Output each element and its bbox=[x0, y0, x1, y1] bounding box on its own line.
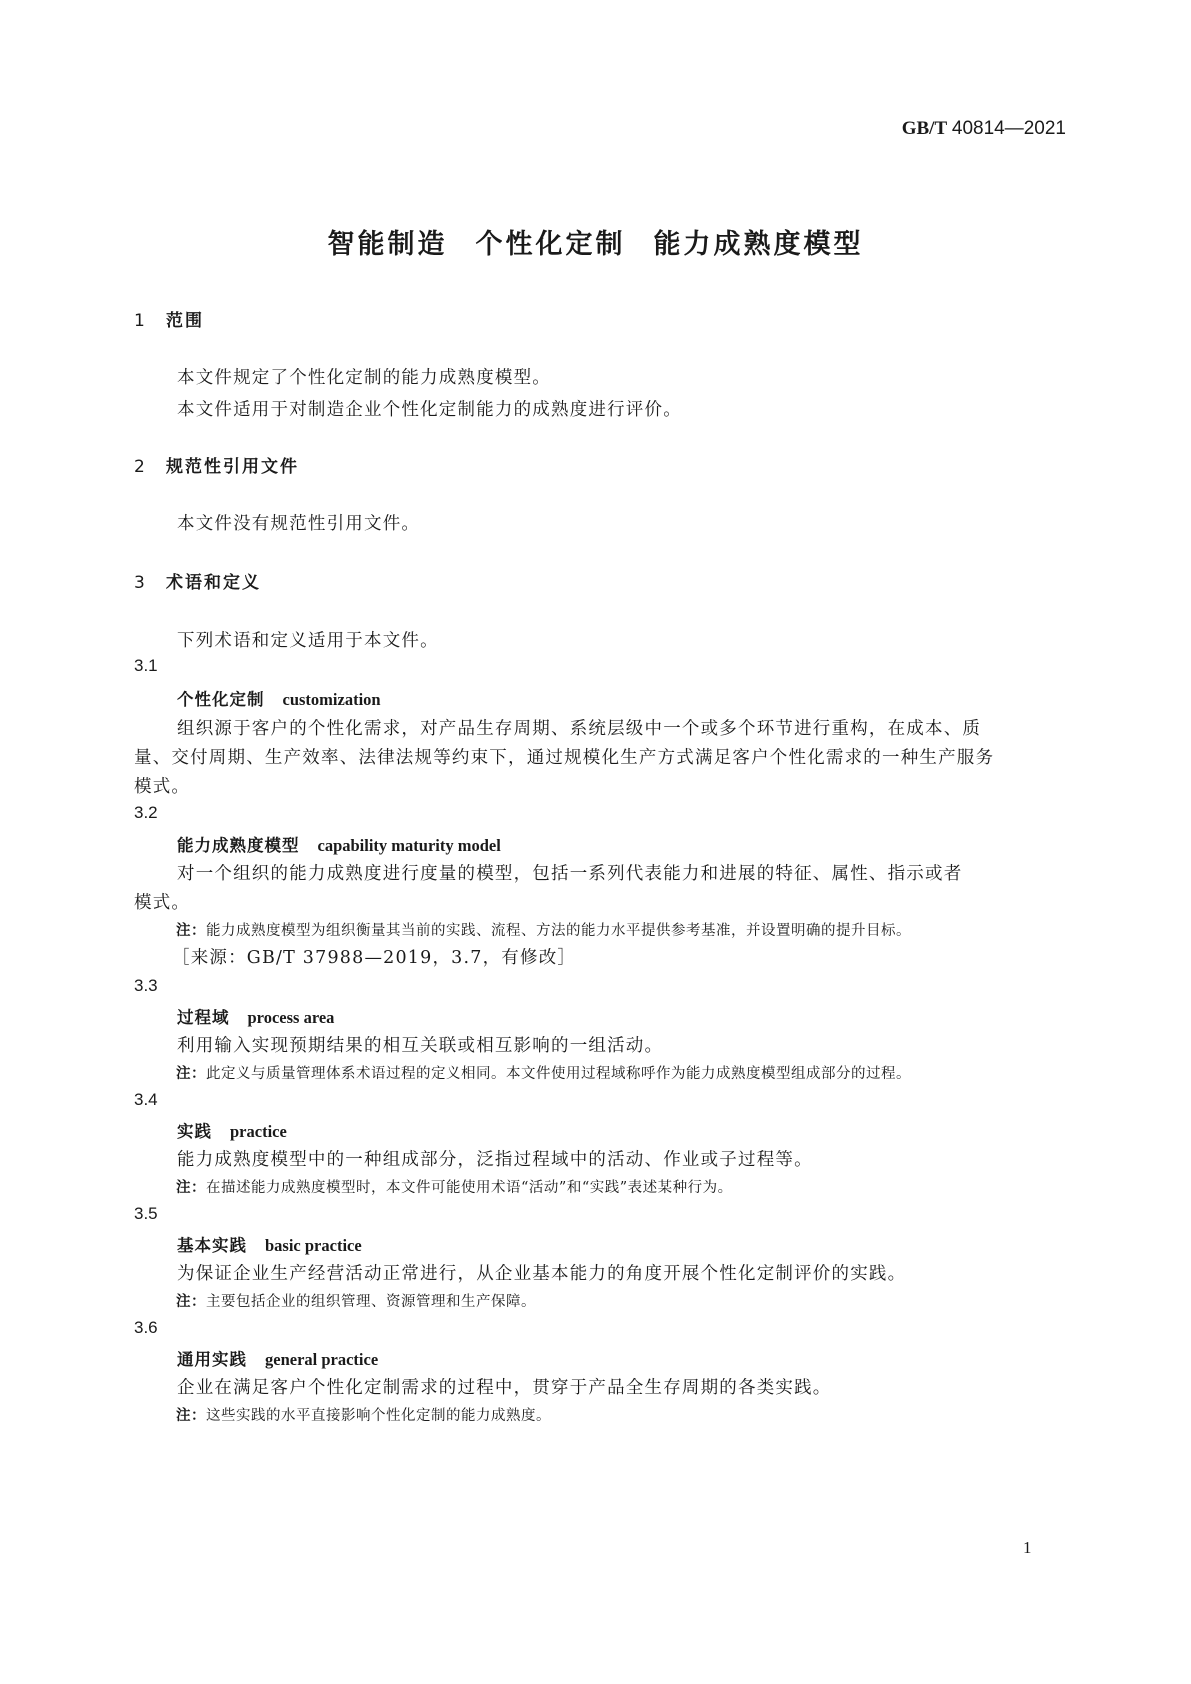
definition-line: 组织源于客户的个性化需求，对产品生存周期、系统层级中一个或多个环节进行重构，在成本、质 bbox=[177, 719, 982, 739]
standard-code bbox=[902, 118, 1066, 140]
section-title: 范围 bbox=[166, 311, 204, 331]
title-part-1: 智能制造 bbox=[327, 229, 448, 260]
title-part-3: 能力成熟度模型 bbox=[653, 229, 864, 260]
term-heading bbox=[177, 1118, 287, 1142]
paragraph: 本文件没有规范性引用文件。 bbox=[177, 514, 421, 534]
term-en: capability maturity model bbox=[317, 836, 501, 855]
section-number: 2 bbox=[134, 457, 147, 477]
standard-prefix: GB/T bbox=[901, 118, 948, 139]
note-text: 能力成熟度模型为组织衡量其当前的实践、流程、方法的能力水平提供参考基准，并设置明确的提升目标。 bbox=[206, 923, 911, 939]
section-number: 3 bbox=[134, 573, 147, 593]
note-label: 注： bbox=[176, 1180, 206, 1196]
clause-number: 3.2 bbox=[134, 803, 158, 822]
title-part-2: 个性化定制 bbox=[475, 229, 626, 260]
clause-number: 3.3 bbox=[134, 976, 158, 995]
term-heading bbox=[177, 832, 501, 856]
term-zh: 过程域 bbox=[177, 1008, 230, 1027]
note-text: 此定义与质量管理体系术语过程的定义相同。本文件使用过程域称呼作为能力成熟度模型组成部分的过程。 bbox=[206, 1066, 911, 1082]
term-zh: 能力成熟度模型 bbox=[177, 836, 300, 855]
definition-line: 对一个组织的能力成熟度进行度量的模型，包括一系列代表能力和进展的特征、属性、指示或者 bbox=[177, 864, 963, 884]
note bbox=[176, 1404, 551, 1425]
note-label: 注： bbox=[176, 1408, 206, 1424]
definition-line: 企业在满足客户个性化定制需求的过程中，贯穿于产品全生存周期的各类实践。 bbox=[177, 1378, 832, 1398]
clause-number: 3.1 bbox=[134, 656, 158, 675]
paragraph: 本文件适用于对制造企业个性化定制能力的成熟度进行评价。 bbox=[177, 400, 682, 420]
section-title: 术语和定义 bbox=[166, 573, 261, 593]
clause-number: 3.4 bbox=[134, 1090, 158, 1109]
note-label: 注： bbox=[176, 923, 206, 939]
paragraph: 下列术语和定义适用于本文件。 bbox=[177, 631, 439, 651]
source-reference: ［来源：GB/T 37988—2019，3.7，有修改］ bbox=[172, 948, 577, 968]
term-zh: 通用实践 bbox=[177, 1350, 247, 1369]
definition-line: 模式。 bbox=[134, 777, 191, 797]
clause-number: 3.5 bbox=[134, 1204, 158, 1223]
section-title: 规范性引用文件 bbox=[166, 457, 299, 477]
note bbox=[176, 1062, 911, 1083]
note-text: 在描述能力成熟度模型时，本文件可能使用术语“活动”和“实践”表述某种行为。 bbox=[206, 1180, 733, 1196]
definition-line: 为保证企业生产经营活动正常进行，从企业基本能力的角度开展个性化定制评价的实践。 bbox=[177, 1264, 907, 1284]
section-heading-scope bbox=[134, 306, 204, 331]
note bbox=[176, 1176, 733, 1197]
note-text: 这些实践的水平直接影响个性化定制的能力成熟度。 bbox=[206, 1408, 551, 1424]
page-number: 1 bbox=[1023, 1538, 1032, 1557]
term-heading bbox=[177, 1004, 334, 1028]
note bbox=[176, 919, 911, 940]
clause-number: 3.6 bbox=[134, 1318, 158, 1337]
term-heading bbox=[177, 686, 381, 710]
definition-line: 量、交付周期、生产效率、法律法规等约束下，通过规模化生产方式满足客户个性化需求的一种生产服务 bbox=[134, 748, 995, 768]
term-en: general practice bbox=[265, 1350, 379, 1369]
term-zh: 个性化定制 bbox=[177, 690, 265, 709]
definition-line: 利用输入实现预期结果的相互关联或相互影响的一组活动。 bbox=[177, 1036, 664, 1056]
note-label: 注： bbox=[176, 1294, 206, 1310]
paragraph: 本文件规定了个性化定制的能力成熟度模型。 bbox=[177, 368, 551, 388]
term-zh: 基本实践 bbox=[177, 1236, 247, 1255]
section-heading-normative-references bbox=[134, 452, 299, 477]
definition-line: 能力成熟度模型中的一种组成部分，泛指过程域中的活动、作业或子过程等。 bbox=[177, 1150, 813, 1170]
document-title bbox=[0, 222, 1191, 261]
term-en: process area bbox=[247, 1008, 335, 1027]
section-number: 1 bbox=[134, 311, 147, 331]
note-text: 主要包括企业的组织管理、资源管理和生产保障。 bbox=[206, 1294, 536, 1310]
term-en: practice bbox=[230, 1122, 287, 1141]
standard-number: 40814—2021 bbox=[951, 118, 1066, 139]
term-en: basic practice bbox=[265, 1236, 362, 1255]
definition-line: 模式。 bbox=[134, 893, 191, 913]
term-en: customization bbox=[282, 690, 381, 709]
term-heading bbox=[177, 1232, 362, 1256]
note bbox=[176, 1290, 536, 1311]
term-heading bbox=[177, 1346, 378, 1370]
term-zh: 实践 bbox=[177, 1122, 212, 1141]
note-label: 注： bbox=[176, 1066, 206, 1082]
section-heading-terms-definitions bbox=[134, 568, 261, 593]
